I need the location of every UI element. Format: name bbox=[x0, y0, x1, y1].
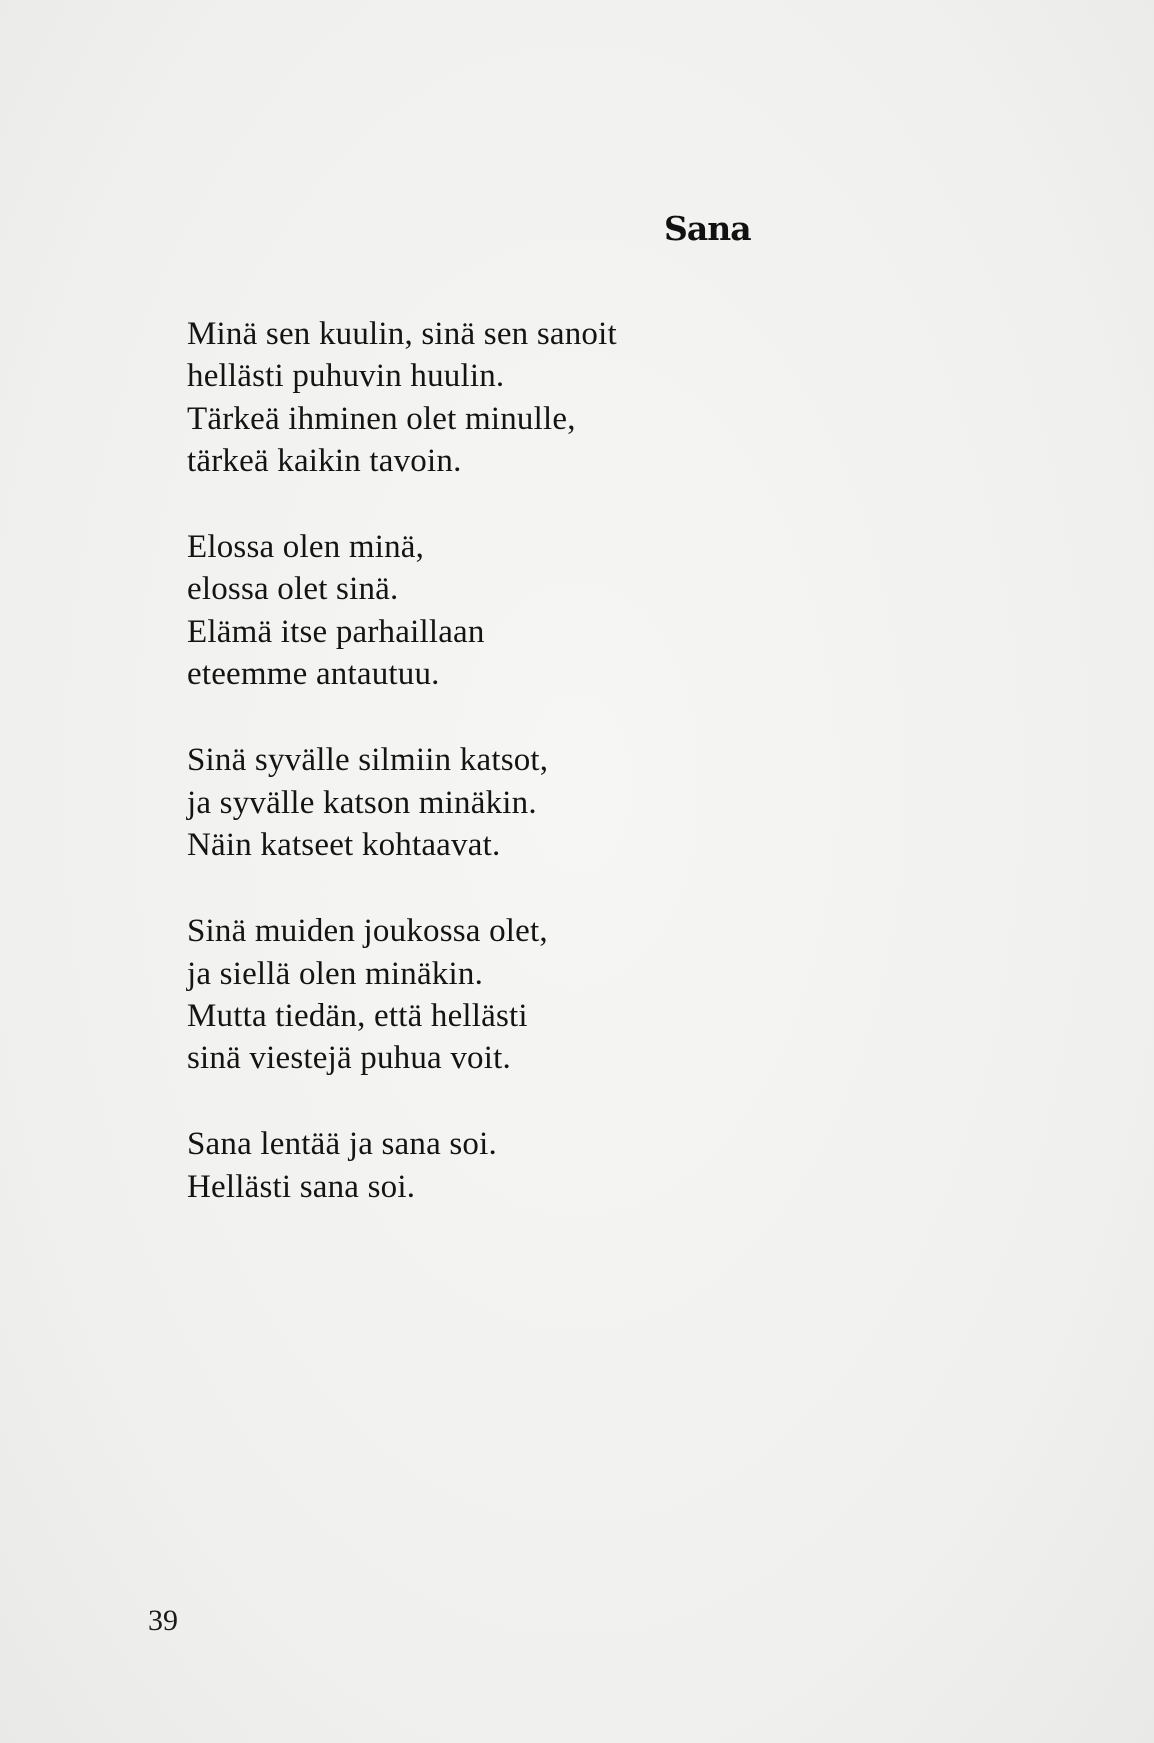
poem-line: eteemme antautuu. bbox=[187, 656, 440, 693]
poem-line: Sinä syvälle silmiin katsot, bbox=[187, 742, 549, 779]
poem-line: Mutta tiedän, että hellästi bbox=[187, 997, 528, 1034]
poem-line: Elossa olen minä, bbox=[187, 529, 425, 566]
stanza bbox=[187, 1123, 747, 1208]
stanza bbox=[187, 910, 747, 1079]
poem-line: Sinä muiden joukossa olet, bbox=[187, 913, 548, 950]
poem-line: ja syvälle katson minäkin. bbox=[187, 784, 537, 821]
poem-line: ja siellä olen minäkin. bbox=[187, 955, 484, 992]
poem-line: Sana lentää ja sana soi. bbox=[187, 1126, 497, 1163]
poem-line: hellästi puhuvin huulin. bbox=[187, 358, 505, 395]
stanza bbox=[187, 739, 747, 866]
poem-body bbox=[187, 313, 747, 1252]
stanza bbox=[187, 526, 747, 695]
poem-line: Minä sen kuulin, sinä sen sanoit bbox=[187, 316, 617, 352]
poem-title: Sana bbox=[664, 209, 751, 248]
poem-line: Tärkeä ihminen olet minulle, bbox=[187, 400, 576, 437]
stanza bbox=[187, 313, 747, 482]
poem-line: Elämä itse parhaillaan bbox=[187, 613, 485, 650]
poem-line: tärkeä kaikin tavoin. bbox=[187, 442, 462, 479]
poem-line: sinä viestejä puhua voit. bbox=[187, 1040, 511, 1077]
page-number: 39 bbox=[148, 1604, 178, 1637]
poem-line: Hellästi sana soi. bbox=[187, 1168, 416, 1205]
poem-line: elossa olet sinä. bbox=[187, 571, 399, 608]
poem-line: Näin katseet kohtaavat. bbox=[187, 826, 501, 863]
